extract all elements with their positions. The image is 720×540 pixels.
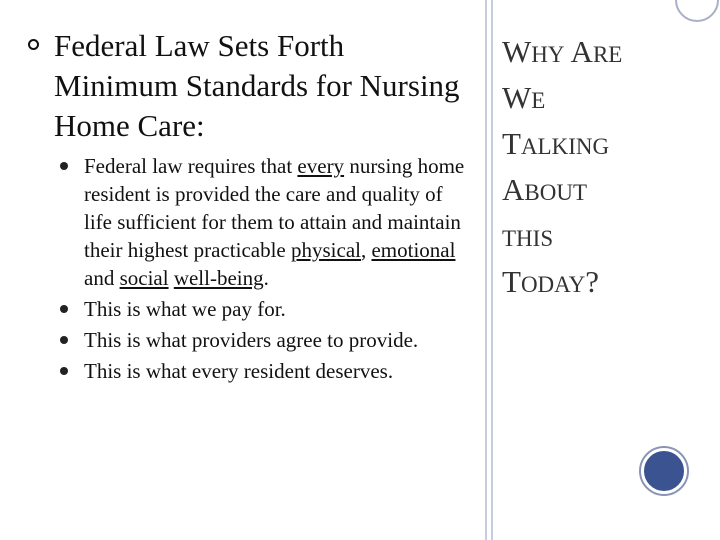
title-rest: ODAY bbox=[520, 272, 586, 297]
title-word bbox=[571, 34, 623, 69]
title-word bbox=[502, 34, 565, 69]
text-segment: This is what providers agree to provide. bbox=[84, 328, 419, 352]
title-rest: HY bbox=[531, 42, 565, 67]
sub-point-text bbox=[84, 357, 468, 385]
emphasized-text: emotional bbox=[371, 238, 456, 262]
title-initial: ? bbox=[585, 264, 600, 299]
title-rest: ALKING bbox=[520, 134, 610, 159]
sub-point-list bbox=[28, 152, 468, 385]
text-segment: , bbox=[360, 238, 372, 262]
main-point-text: Federal Law Sets Forth Minimum Standards for Nursing Home Care: bbox=[54, 28, 460, 143]
title-word bbox=[502, 126, 609, 161]
title-initial: W bbox=[502, 80, 532, 115]
title-word bbox=[585, 264, 599, 299]
main-point bbox=[28, 26, 468, 146]
emphasized-text: social bbox=[119, 266, 169, 290]
title-word bbox=[502, 80, 545, 115]
title-initial: T bbox=[502, 126, 521, 161]
text-segment: and bbox=[84, 266, 120, 290]
slide-title bbox=[502, 30, 702, 306]
text-segment: . bbox=[263, 266, 269, 290]
title-initial: T bbox=[502, 264, 521, 299]
divider-line-left bbox=[485, 0, 487, 540]
text-segment: This is what we pay for. bbox=[84, 297, 286, 321]
divider-line-right bbox=[491, 0, 493, 540]
bullet-dot-icon bbox=[60, 326, 84, 344]
title-rest: BOUT bbox=[524, 180, 588, 205]
sub-point bbox=[60, 152, 468, 292]
bullet-dot-icon bbox=[60, 357, 84, 375]
title-rest: E bbox=[531, 88, 546, 113]
title-word bbox=[502, 264, 585, 299]
bullet-dot-icon bbox=[60, 152, 84, 170]
sub-point-text bbox=[84, 152, 468, 292]
title-word bbox=[502, 172, 587, 207]
bullet-dot-icon bbox=[60, 295, 84, 313]
title-rest: THIS bbox=[502, 226, 554, 251]
slide-body bbox=[28, 26, 468, 388]
text-segment: This is what every resident deserves. bbox=[84, 359, 394, 383]
sub-point bbox=[60, 357, 468, 385]
sub-point bbox=[60, 295, 468, 323]
text-segment: Federal law requires that bbox=[84, 154, 298, 178]
title-initial: A bbox=[570, 34, 593, 69]
title-word bbox=[502, 218, 553, 253]
sub-point-text bbox=[84, 326, 468, 354]
title-rest: RE bbox=[592, 42, 623, 67]
sub-point-text bbox=[84, 295, 468, 323]
emphasized-text: well-being bbox=[173, 266, 264, 290]
ring-bullet-icon bbox=[28, 26, 54, 50]
corner-ring-decoration bbox=[675, 0, 719, 22]
accent-dot-decoration bbox=[641, 448, 687, 494]
text-segment: nursing home resident is provided the care and quality of life sufficient for them to attain and maintain their highest practicable bbox=[84, 154, 465, 262]
title-initial: A bbox=[502, 172, 525, 207]
emphasized-text: physical bbox=[291, 238, 361, 262]
title-initial: W bbox=[502, 34, 532, 69]
emphasized-text: every bbox=[297, 154, 345, 178]
sub-point bbox=[60, 326, 468, 354]
